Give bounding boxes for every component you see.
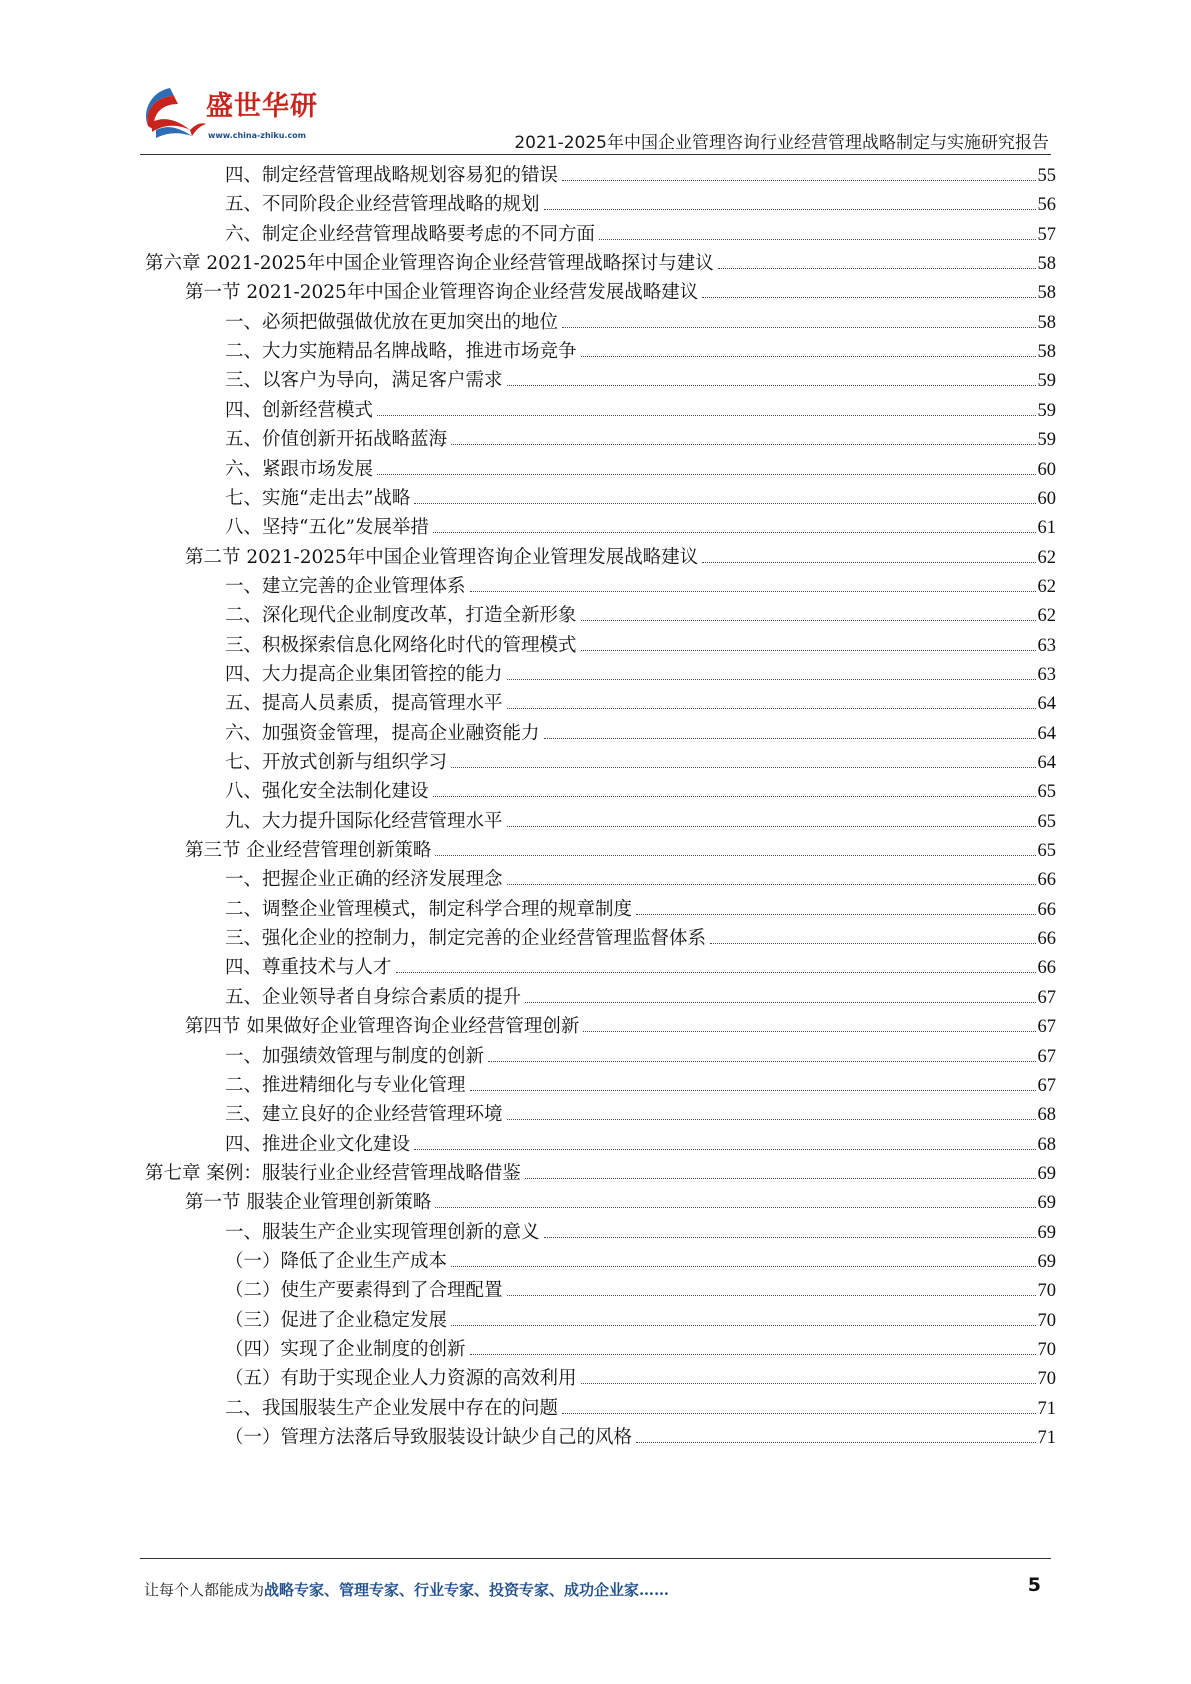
toc-entry-label: 第三节 企业经营管理创新策略 — [185, 840, 432, 862]
toc-entry[interactable] — [225, 689, 1056, 720]
toc-entry-label: 第一节 2021-2025年中国企业管理咨询企业经营发展战略建议 — [185, 282, 699, 304]
toc-entry[interactable] — [225, 895, 1056, 926]
toc-entry[interactable] — [145, 249, 1056, 280]
toc-leader-dots — [470, 1090, 1036, 1091]
toc-leader-dots — [544, 738, 1036, 739]
toc-leader-dots — [636, 914, 1035, 915]
toc-entry[interactable] — [225, 1218, 1056, 1249]
toc-entry-label: 六、紧跟市场发展 — [225, 458, 374, 480]
toc-entry-label: （四）实现了企业制度的创新 — [225, 1339, 466, 1360]
footer-slogan — [144, 1579, 669, 1600]
toc-leader-dots — [433, 532, 1036, 533]
footer-divider — [140, 1558, 1051, 1559]
toc-entry-label: 第四节 如果做好企业管理咨询企业经营管理创新 — [185, 1016, 580, 1038]
toc-leader-dots — [636, 1442, 1035, 1443]
toc-entry-label: 四、推进企业文化建设 — [225, 1133, 411, 1155]
toc-entry[interactable] — [225, 1130, 1056, 1161]
toc-entry[interactable] — [225, 601, 1056, 632]
toc-entry-label: 三、强化企业的控制力，制定完善的企业经营管理监督体系 — [225, 928, 707, 950]
toc-entry-label: 一、服装生产企业实现管理创新的意义 — [225, 1221, 540, 1243]
toc-entry-page: 65 — [1037, 782, 1056, 803]
toc-entry-page: 58 — [1037, 283, 1056, 304]
toc-entry-page: 67 — [1037, 987, 1056, 1008]
toc-entry[interactable] — [185, 1188, 1056, 1219]
toc-entry[interactable] — [225, 807, 1056, 838]
toc-entry-page: 67 — [1037, 1046, 1056, 1067]
toc-entry[interactable] — [225, 1071, 1056, 1102]
toc-entry[interactable] — [225, 1306, 1056, 1337]
toc-leader-dots — [507, 826, 1036, 827]
toc-entry-page: 62 — [1037, 547, 1056, 568]
toc-entry-label: 第二节 2021-2025年中国企业管理咨询企业管理发展战略建议 — [185, 546, 699, 568]
toc-entry[interactable] — [225, 1394, 1056, 1425]
toc-entry-page: 60 — [1037, 488, 1056, 509]
toc-entry-label: （三）促进了企业稳定发展 — [225, 1309, 448, 1331]
toc-leader-dots — [562, 1413, 1035, 1414]
toc-entry-label: 四、大力提高企业集团管控的能力 — [225, 663, 503, 685]
toc-entry-page: 70 — [1037, 1369, 1056, 1390]
toc-entry[interactable] — [225, 455, 1056, 486]
toc-entry[interactable] — [225, 308, 1056, 339]
toc-entry[interactable] — [225, 1100, 1056, 1131]
toc-leader-dots — [525, 1002, 1035, 1003]
toc-entry-label: 四、尊重技术与人才 — [225, 957, 392, 979]
footer-prefix: 让每个人都能成为 — [144, 1581, 265, 1599]
logo-name: 盛世华研 — [206, 91, 318, 122]
toc-entry-label: 四、创新经营模式 — [225, 399, 374, 421]
toc-entry[interactable] — [225, 660, 1056, 691]
toc-entry[interactable] — [225, 777, 1056, 808]
toc-leader-dots — [702, 562, 1035, 563]
toc-entry-page: 63 — [1037, 635, 1056, 656]
toc-leader-dots — [507, 708, 1036, 709]
toc-leader-dots — [470, 591, 1036, 592]
toc-leader-dots — [414, 503, 1035, 504]
toc-entry-label: 一、把握企业正确的经济发展理念 — [225, 869, 503, 891]
toc-entry[interactable] — [225, 924, 1056, 955]
toc-entry[interactable] — [225, 865, 1056, 896]
toc-entry[interactable] — [225, 572, 1056, 603]
toc-leader-dots — [718, 268, 1036, 269]
page-number: 5 — [1027, 1574, 1041, 1596]
toc-leader-dots — [414, 1149, 1035, 1150]
toc-entry-page: 59 — [1037, 430, 1056, 451]
toc-entry[interactable] — [225, 337, 1056, 368]
toc-leader-dots — [507, 1295, 1036, 1296]
toc-entry[interactable] — [225, 1335, 1056, 1366]
toc-leader-dots — [581, 1383, 1036, 1384]
toc-entry-page: 60 — [1037, 459, 1056, 480]
toc-entry[interactable] — [185, 1012, 1056, 1043]
toc-entry[interactable] — [225, 366, 1056, 397]
toc-entry-page: 59 — [1037, 400, 1056, 421]
toc-entry[interactable] — [225, 953, 1056, 984]
toc-entry-page: 66 — [1037, 929, 1056, 950]
toc-entry-page: 71 — [1037, 1398, 1056, 1419]
toc-entry[interactable] — [225, 748, 1056, 779]
toc-entry-label: 二、推进精细化与专业化管理 — [225, 1074, 466, 1096]
toc-entry-label: 四、制定经营管理战略规划容易犯的错误 — [225, 165, 559, 186]
toc-entry-label: 三、积极探索信息化网络化时代的管理模式 — [225, 634, 577, 656]
header-divider — [140, 154, 1051, 155]
toc-entry-label: 二、调整企业管理模式，制定科学合理的规章制度 — [225, 898, 633, 920]
toc-entry-page: 62 — [1037, 576, 1056, 597]
toc-entry[interactable] — [225, 396, 1056, 427]
toc-entry-label: 五、企业领导者自身综合素质的提升 — [225, 986, 522, 1008]
toc-leader-dots — [377, 415, 1035, 416]
report-title: 2021-2025年中国企业管理咨询行业经营管理战略制定与实施研究报告 — [514, 133, 1049, 153]
toc-leader-dots — [544, 209, 1036, 210]
toc-leader-dots — [377, 474, 1035, 475]
toc-entry-page: 63 — [1037, 664, 1056, 685]
toc-entry-page: 70 — [1037, 1310, 1056, 1331]
toc-entry-label: 第六章 2021-2025年中国企业管理咨询企业经营管理战略探讨与建议 — [145, 253, 714, 275]
toc-entry-page: 64 — [1037, 694, 1056, 715]
toc-entry-label: （一）管理方法落后导致服装设计缺少自己的风格 — [225, 1427, 633, 1449]
toc-leader-dots — [507, 679, 1036, 680]
toc-entry-page: 70 — [1037, 1281, 1056, 1302]
toc-leader-dots — [507, 1119, 1036, 1120]
toc-leader-dots — [488, 1061, 1035, 1062]
toc-entry-page: 65 — [1037, 811, 1056, 832]
toc-entry[interactable] — [225, 1364, 1056, 1395]
toc-entry-page: 68 — [1037, 1105, 1056, 1126]
toc-leader-dots — [435, 855, 1035, 856]
toc-entry[interactable] — [185, 836, 1056, 867]
toc-entry[interactable] — [225, 190, 1056, 221]
toc-entry[interactable] — [185, 278, 1056, 309]
toc-entry-label: 五、不同阶段企业经营管理战略的规划 — [225, 194, 540, 216]
toc-entry-page: 66 — [1037, 870, 1056, 891]
toc-entry-label: （一）降低了企业生产成本 — [225, 1250, 448, 1272]
toc-entry-label: 三、建立良好的企业经营管理环境 — [225, 1104, 503, 1126]
toc-entry-page: 64 — [1037, 723, 1056, 744]
toc-entry-page: 59 — [1037, 371, 1056, 392]
toc-leader-dots — [562, 180, 1035, 181]
toc-leader-dots — [470, 1354, 1036, 1355]
toc-entry[interactable] — [185, 543, 1056, 574]
toc-entry-page: 64 — [1037, 753, 1056, 773]
toc-entry[interactable] — [225, 1423, 1056, 1454]
toc-entry-label: 二、我国服装生产企业发展中存在的问题 — [225, 1397, 559, 1419]
toc-entry-label: 一、建立完善的企业管理体系 — [225, 575, 466, 597]
toc-entry[interactable] — [225, 425, 1056, 456]
toc-entry-page: 58 — [1037, 312, 1056, 333]
toc-entry-page: 58 — [1037, 342, 1056, 363]
toc-leader-dots — [435, 1207, 1035, 1208]
toc-entry[interactable] — [225, 1276, 1056, 1307]
toc-entry-page: 69 — [1037, 1251, 1056, 1272]
toc-entry-label: 第一节 服装企业管理创新策略 — [185, 1192, 432, 1214]
toc-entry[interactable] — [225, 484, 1056, 515]
toc-leader-dots — [583, 1031, 1035, 1032]
toc-leader-dots — [525, 1178, 1036, 1179]
toc-entry-label: 九、大力提升国际化经营管理水平 — [225, 810, 503, 832]
toc-leader-dots — [451, 1325, 1035, 1326]
toc-entry-page: 69 — [1037, 1193, 1056, 1214]
toc-entry-label: 一、加强绩效管理与制度的创新 — [225, 1045, 485, 1067]
toc-entry-page: 66 — [1037, 899, 1056, 920]
toc-entry-page: 66 — [1037, 958, 1056, 979]
toc-entry[interactable] — [225, 719, 1056, 750]
toc-leader-dots — [562, 327, 1035, 328]
toc-entry-page: 65 — [1037, 841, 1056, 862]
toc-entry-page: 68 — [1037, 1134, 1056, 1155]
toc-entry[interactable] — [145, 1159, 1056, 1190]
toc-entry-label: （五）有助于实现企业人力资源的高效利用 — [225, 1368, 577, 1390]
toc-leader-dots — [451, 444, 1035, 445]
toc-entry-page: 69 — [1037, 1163, 1056, 1184]
toc-leader-dots — [702, 297, 1035, 298]
toc-entry-page: 67 — [1037, 1017, 1056, 1038]
toc-entry-label: 七、开放式创新与组织学习 — [225, 752, 448, 773]
toc-entry-label: 八、强化安全法制化建设 — [225, 781, 429, 803]
toc-entry-page: 69 — [1037, 1222, 1056, 1243]
toc-leader-dots — [396, 972, 1036, 973]
toc-entry-page: 62 — [1037, 606, 1056, 627]
logo-url: www.china-zhiku.com — [208, 131, 307, 140]
toc-entry-page: 61 — [1037, 518, 1056, 539]
toc-entry[interactable] — [225, 1247, 1056, 1278]
toc-entry-label: （二）使生产要素得到了合理配置 — [225, 1280, 503, 1302]
toc-leader-dots — [581, 356, 1036, 357]
toc-leader-dots — [710, 943, 1035, 944]
toc-entry-label: 八、坚持“五化”发展举措 — [225, 517, 429, 539]
toc-entry-page: 58 — [1037, 254, 1056, 275]
footer-highlight: 战略专家、管理专家、行业专家、投资专家、成功企业家…… — [264, 1581, 670, 1599]
toc-entry-label: 一、必须把做强做优放在更加突出的地位 — [225, 311, 559, 333]
toc-entry-label: 五、价值创新开拓战略蓝海 — [225, 429, 448, 451]
toc-entry[interactable] — [225, 161, 1056, 192]
toc-leader-dots — [581, 620, 1036, 621]
toc-leader-dots — [507, 385, 1036, 386]
toc-entry[interactable] — [225, 513, 1056, 544]
toc-entry[interactable] — [225, 631, 1056, 662]
toc-leader-dots — [581, 650, 1036, 651]
toc-entry-label: 二、大力实施精品名牌战略，推进市场竞争 — [225, 341, 577, 363]
toc-entry-page: 67 — [1037, 1075, 1056, 1096]
toc-entry-label: 三、以客户为导向，满足客户需求 — [225, 370, 503, 392]
toc-entry-label: 六、制定企业经营管理战略要考虑的不同方面 — [225, 223, 596, 245]
toc-leader-dots — [507, 884, 1036, 885]
toc-entry-page: 56 — [1037, 195, 1056, 216]
toc-entry-label: 七、实施“走出去”战略 — [225, 487, 411, 509]
toc-leader-dots — [433, 796, 1036, 797]
toc-leader-dots — [599, 239, 1035, 240]
toc-entry[interactable] — [225, 983, 1056, 1014]
toc-leader-dots — [451, 1266, 1035, 1267]
toc-leader-dots — [544, 1237, 1036, 1238]
toc-entry-label: 五、提高人员素质，提高管理水平 — [225, 693, 503, 715]
toc-entry-page: 71 — [1037, 1428, 1056, 1449]
toc-entry-page: 70 — [1037, 1340, 1056, 1360]
toc-entry-label: 六、加强资金管理，提高企业融资能力 — [225, 722, 540, 744]
toc-entry-label: 第七章 案例：服装行业企业经营管理战略借鉴 — [145, 1162, 521, 1184]
toc-entry[interactable] — [225, 1042, 1056, 1073]
toc-entry-label: 二、深化现代企业制度改革，打造全新形象 — [225, 605, 577, 627]
toc-entry[interactable] — [225, 220, 1056, 251]
toc-entry-page: 57 — [1037, 224, 1056, 245]
toc-entry-page: 55 — [1037, 166, 1056, 186]
toc-leader-dots — [451, 767, 1035, 768]
